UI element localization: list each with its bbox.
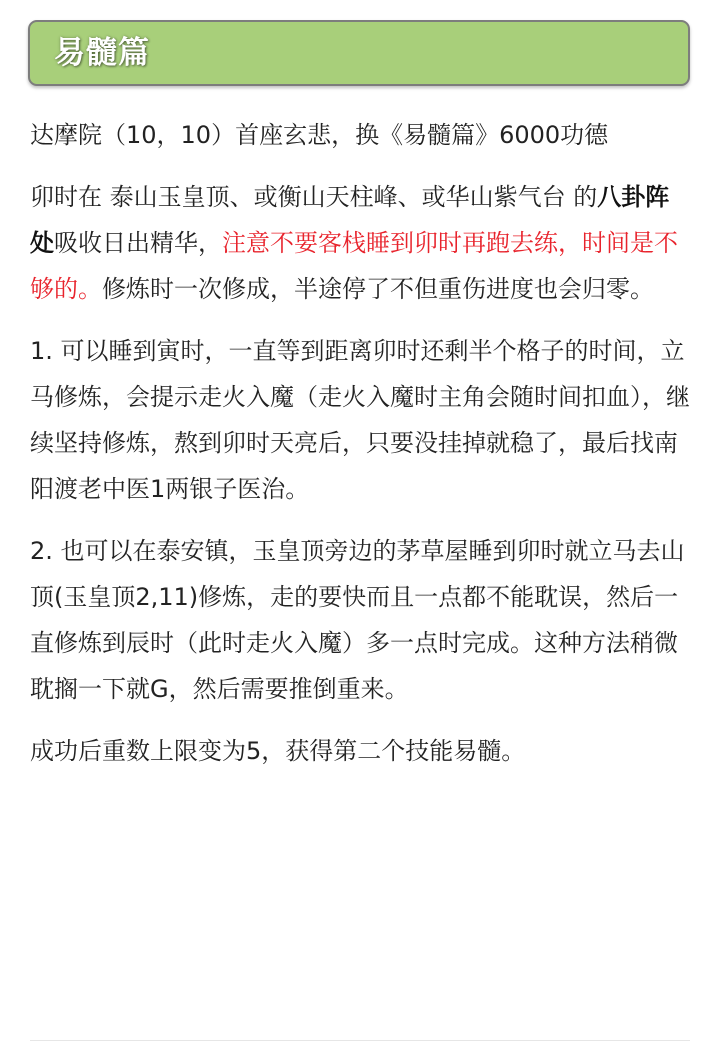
paragraph-method-2: 2. 也可以在泰安镇，玉皇顶旁边的茅草屋睡到卯时就立马去山顶(玉皇顶2,11)修炼，走的要快而且一点都不能耽误，然后一直修炼到辰时（此时走火入魔）多一点时完成。这种方法稍微耽搁一下就G，然后需要推倒重来。	[30, 537, 685, 703]
bagua-highlight: 八卦阵处	[30, 183, 670, 257]
section-header	[28, 20, 690, 86]
absorb-text: 吸收日出精华，	[54, 229, 222, 257]
divider	[30, 1040, 690, 1041]
section-title: 易髓篇	[54, 35, 150, 71]
paragraph-method-1: 1. 可以睡到寅时，一直等到距离卯时还剩半个格子的时间，立马修炼，会提示走火入魔（走火入魔时主角会随时间扣血），继续坚持修炼，熬到卯时天亮后，只要没挂掉就稳了，最后找南阳渡老中医1两银子医治。	[30, 337, 690, 503]
paragraph-result: 成功后重数上限变为5，获得第二个技能易髓。	[30, 737, 526, 765]
location-text: 卯时在 泰山玉皇顶、或衡山天柱峰、或华山紫气台 的	[30, 183, 598, 211]
warning-text: 注意不要客栈睡到卯时再跑去练，时间是不够的。	[30, 229, 678, 303]
paragraph-location	[30, 174, 690, 312]
article-body	[30, 112, 690, 790]
paragraph-exchange: 达摩院（10，10）首座玄悲，换《易髓篇》6000功德	[30, 121, 609, 149]
practice-note: 修炼时一次修成，半途停了不但重伤进度也会归零。	[102, 275, 654, 303]
